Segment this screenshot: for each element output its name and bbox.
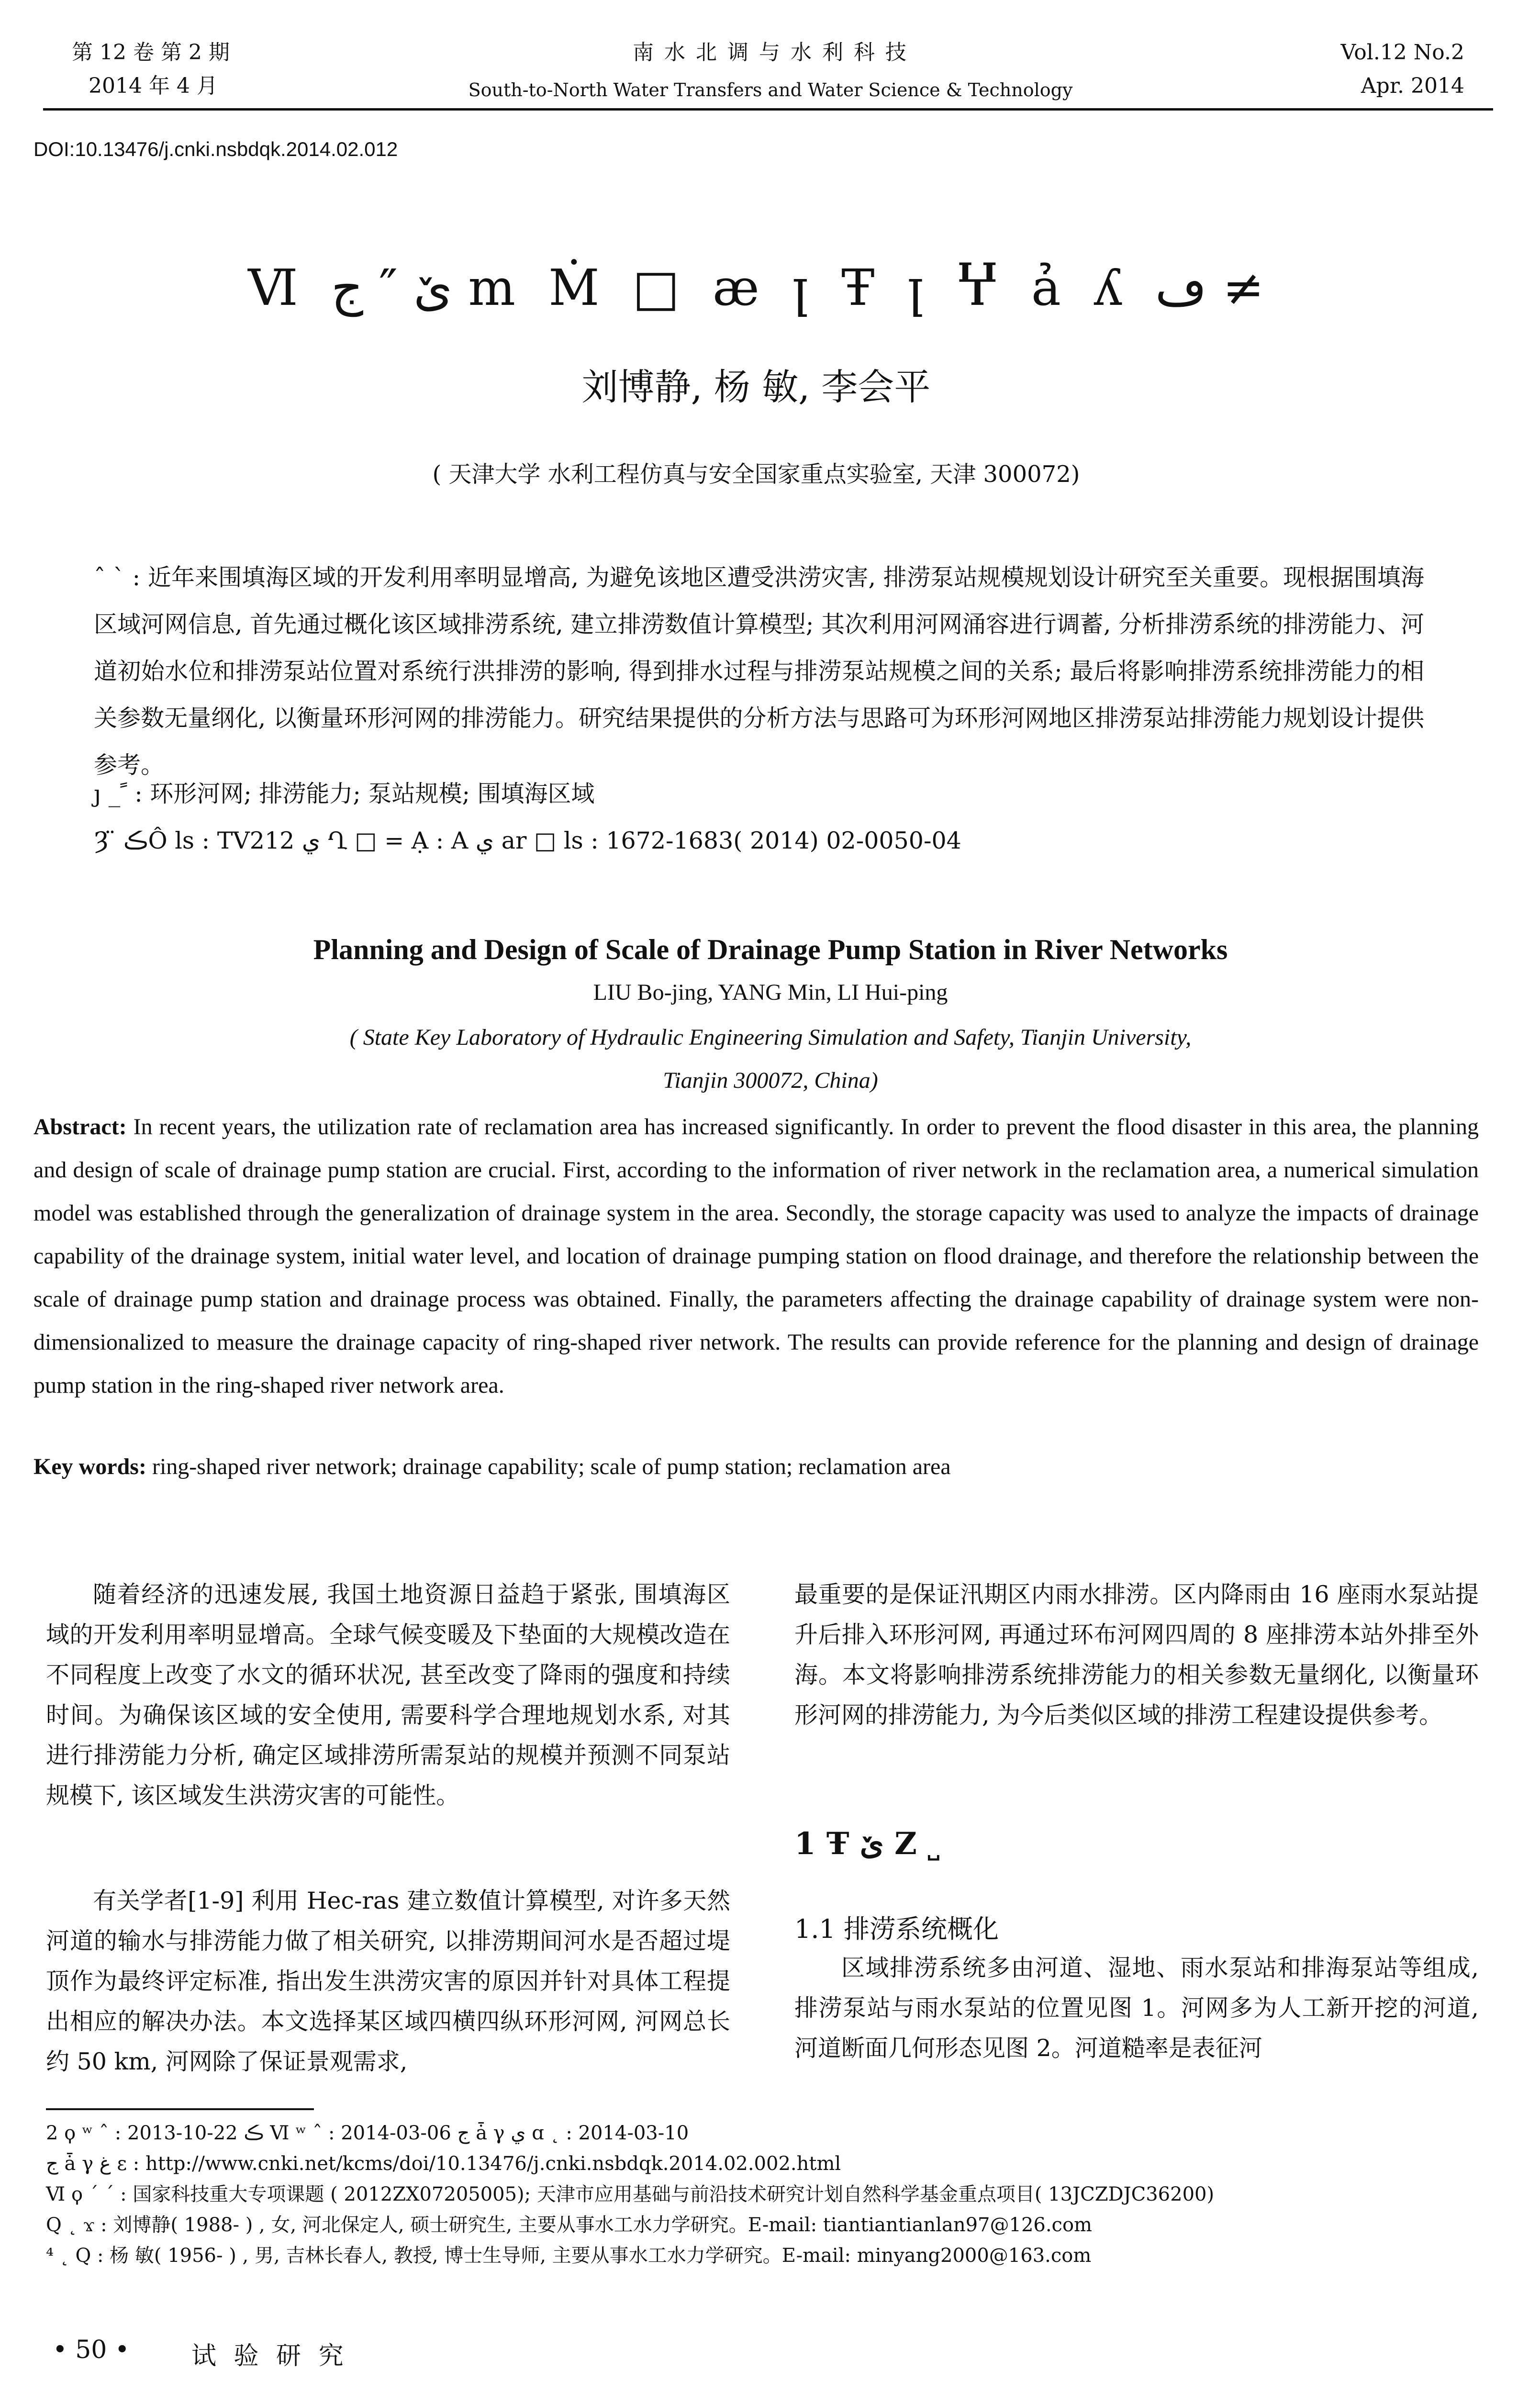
journal-title-en: South-to-North Water Transfers and Water Science & Technology <box>468 79 1073 101</box>
keywords-cn-text: 环形河网; 排涝能力; 泵站规模; 围填海区域 <box>150 780 595 807</box>
footnote-author-1: Q ˛ ϫ : 刘博静( 1988- ) , 女, 河北保定人, 硕士研究生, 主要从事水工水力学研究。E-mail: tiantiantianlan97@126.com <box>46 2214 1092 2236</box>
authors-en: LIU Bo-jing, YANG Min, LI Hui-ping <box>593 980 948 1005</box>
title-cn: Ⅵ ێ ″ ج m Ṁ □ æ ꞁ Ŧ ꞁ Ⴤ ả ʎ ڡ ≠ <box>248 258 1264 317</box>
section-heading-1: 1 Ŧ ێ Ζ ˽ <box>794 1826 940 1862</box>
abstract-cn-text: 近年来围填海区域的开发利用率明显增高, 为避免该地区遭受洪涝灾害, 排涝泵站规模规划设计研究至关重要。现根据围填海区域河网信息, 首先通过概化该区域排涝系统, 建立排涝数值计算模型; 其次利用河网涌容进行调蓄, 分析排涝系统的排涝能力、河道初始水位和排涝泵站位置对系统行洪排涝的影响, 得到排水过程与排涝泵站规模之间的关系; 最后将影响排涝系统排涝能力的相关参数无量纲化, 以衡量环形河网的排涝能力。研究结果提供的分析方法与思路可为环形河网地区排涝泵站排涝能力规划设计提供参考。 <box>94 564 1425 779</box>
abstract-en <box>33 1106 1479 1407</box>
footnote-author-2: ⁴ ˛ Q : 杨 敏( 1956- ) , 男, 吉林长春人, 教授, 博士生导师, 主要从事水工水力学研究。E-mail: minyang2000@163.com <box>46 2245 1092 2267</box>
section-label: 试 验 研 究 <box>191 2342 348 2371</box>
classification-line: Ȝ ̈ ڪÔ ls : TV212 ي Ղ □ = Ạ : A ي ar □ ls : 1672-1683( 2014) 02-0050-04 <box>94 827 961 854</box>
abstract-en-text: In recent years, the utilization rate of reclamation area has increased significantly. In order to prevent the flood disaster in this area, the planning and design of scale of drainage pump station are crucial. First, according to the information of river network in the reclamation area, a numerical simulation model was established through the generalization of drainage system in the area. Secondly, the storage capacity was used to analyze the impacts of drainage capability of the drainage system, initial water level, and location of drainage pumping station on flood drainage, and therefore the relationship between the scale of drainage pump station and drainage process was obtained. Finally, the parameters affecting the drainage capability of drainage system were non-dimensionalized to measure the drainage capacity of ring-shaped river network. The results can provide reference for the planning and design of drainage pump station in the ring-shaped river network area. <box>33 1114 1479 1398</box>
abstract-en-label: Abstract: <box>33 1114 127 1140</box>
keywords-en-text: ring-shaped river network; drainage capability; scale of pump station; reclamation area <box>152 1454 951 1479</box>
date-en: Apr. 2014 <box>1361 74 1464 98</box>
keywords-cn-label: ȷ _ ً : <box>94 780 143 807</box>
footnote-dates: 2 ϙ ʷ ˆ : 2013-10-22 ڪ Ⅵ ʷ ˆ : 2014-03-06 ج ǡ γ ي ɑ ˛ : 2014-03-10 <box>46 2122 689 2144</box>
subsection-heading-1-1: 1.1 排涝系统概化 <box>794 1914 999 1944</box>
body-right-paragraph-1: 最重要的是保证汛期区内雨水排涝。区内降雨由 16 座雨水泵站提升后排入环形河网, 再通过环布河网四周的 8 座排涝本站外排至外海。本文将影响排涝系统排涝能力的相关参数无量纲化, 以衡量环形河网的排涝能力, 为今后类似区域的排涝工程建设提供参考。 <box>794 1581 1479 1729</box>
abstract-cn-label: ˆ ˋ : <box>94 564 141 591</box>
keywords-en-label: Key words: <box>33 1454 146 1479</box>
footnote-funding: Ⅵ ϙ ˊ ˊ : 国家科技重大专项课题 ( 2012ZX07205005); 天津市应用基础与前沿技术研究计划自然科学基金重点项目( 13JCZDJC36200) <box>46 2183 1215 2205</box>
body-left-paragraph-2: 有关学者[1-9] 利用 Hec-ras 建立数值计算模型, 对许多天然河道的输水与排涝能力做了相关研究, 以排涝期间河水是否超过堤顶作为最终评定标准, 指出发生洪涝灾害的原因并针对具体工程提出相应的解决办法。本文选择某区域四横四纵环形河网, 河网总长约 50 km, 河网除了保证景观需求, <box>46 1887 730 2075</box>
footnote-rule <box>46 2108 314 2110</box>
journal-title-cn: 南 水 北 调 与 水 利 科 技 <box>633 40 908 65</box>
affiliation-en-1: ( State Key Laboratory of Hydraulic Engineering Simulation and Safety, Tianjin University, <box>349 1025 1192 1050</box>
affiliation-en-2: Tianjin 300072, China) <box>663 1068 878 1093</box>
page-number: • 50 • <box>53 2336 130 2364</box>
footnote-online-url: ج ǡ γ غ ɛ : http://www.cnki.net/kcms/doi/10.13476/j.cnki.nsbdqk.2014.02.002.html <box>46 2153 841 2175</box>
authors-cn: 刘博静, 杨 敏, 李会平 <box>581 366 931 408</box>
body-left-paragraph-1: 随着经济的迅速发展, 我国土地资源日益趋于紧张, 围填海区域的开发利用率明显增高。全球气候变暖及下垫面的大规模改造在不同程度上改变了水文的循环状况, 甚至改变了降雨的强度和持续时间。为确保该区域的安全使用, 需要科学合理地规划水系, 对其进行排涝能力分析, 确定区域排涝所需泵站的规模并预测不同泵站规模下, 该区域发生洪涝灾害的可能性。 <box>46 1581 730 1809</box>
title-en: Planning and Design of Scale of Drainage Pump Station in River Networks <box>313 934 1228 965</box>
volume-issue-en: Vol.12 No.2 <box>1340 40 1464 65</box>
footnotes <box>46 2118 1214 2271</box>
keywords-en <box>33 1445 1479 1488</box>
date-cn: 2014 年 4 月 <box>89 74 218 98</box>
volume-issue-cn: 第 12 卷 第 2 期 <box>72 40 230 65</box>
doi: DOI:10.13476/j.cnki.nsbdqk.2014.02.012 <box>33 138 398 160</box>
affiliation-cn: ( 天津大学 水利工程仿真与安全国家重点实验室, 天津 300072) <box>432 461 1080 488</box>
body-right-paragraph-2: 区域排涝系统多由河道、湿地、雨水泵站和排海泵站等组成, 排涝泵站与雨水泵站的位置见图 1。河网多为人工新开挖的河道, 河道断面几何形态见图 2。河道糙率是表征河 <box>794 1954 1479 2062</box>
header-rule <box>43 108 1493 111</box>
abstract-cn <box>94 554 1424 789</box>
keywords-cn <box>94 771 595 817</box>
